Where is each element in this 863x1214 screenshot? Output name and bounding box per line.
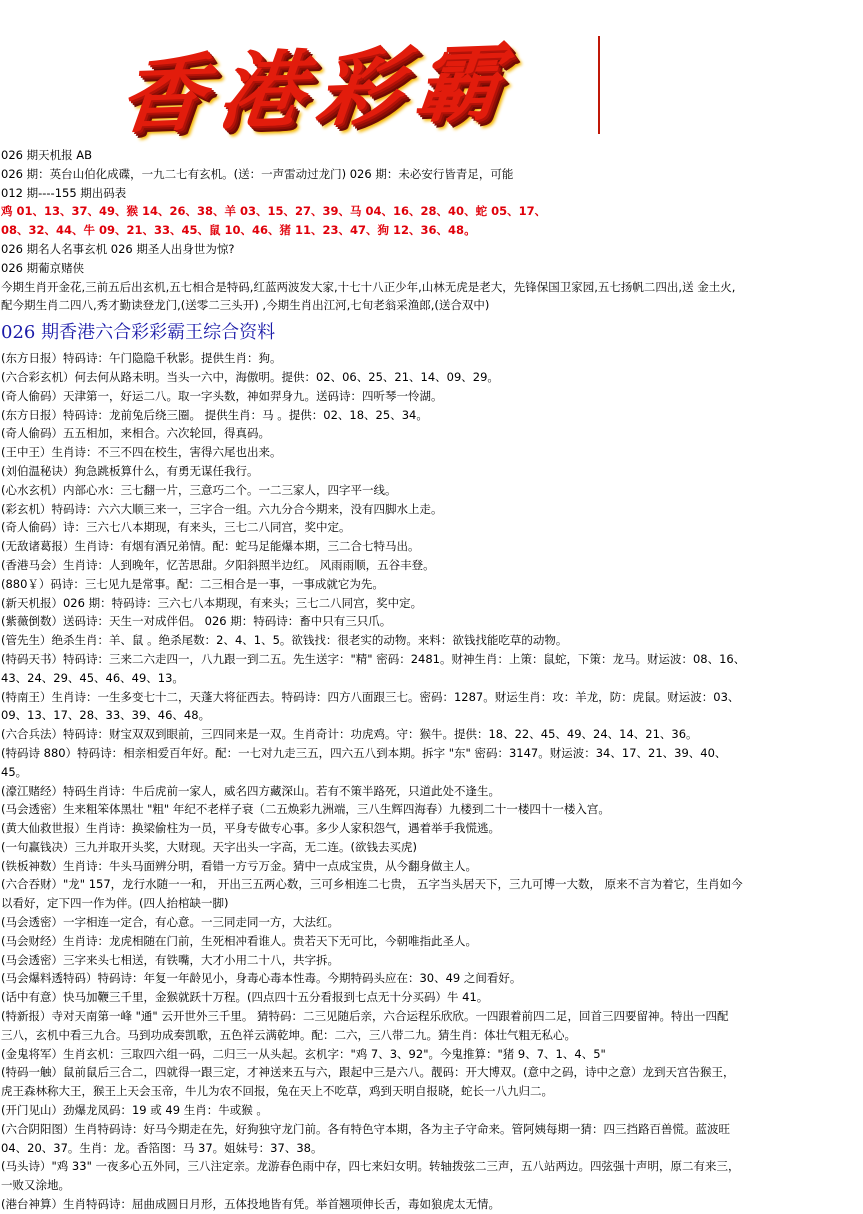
content-line: 以看好，定下四一作为伴。(四人抬棺缺一脚) — [1, 896, 229, 911]
content-line: (刘伯温秘诀）狗急跳板算什么，有勇无谋任我行。 — [1, 463, 259, 478]
content-line: 45。 — [1, 764, 28, 779]
content-line: 43、24、29、45、46、49、13。 — [1, 670, 184, 685]
content-line: (奇人偷码）五五相加，来相合。六次轮回，得真码。 — [1, 426, 270, 441]
content-line: (特新报）寺对天南第一峰 "通" 云开世外三千里。 猜特码：二三见随后亲，六合运程乐欣欣。一四跟着前四二足，回首三四要留神。特出一四配 — [1, 1009, 729, 1024]
content-line: (东方日报）特码诗：龙前兔后绕三圈。 提供生肖：马 。提供：02、18、25、34。 — [1, 407, 428, 422]
content-line: 三八，玄机中看三九合。马到功成奏凯歌，五色祥云满乾坤。配：二六，三八带二九。猜生肖：体壮气粗无私心。 — [1, 1027, 576, 1042]
content-line: (彩玄机）特码诗：六六大顺三来一，三字合一组。六九分合今期来，没有四脚水上走。 — [1, 501, 443, 516]
section-heading: 026 期香港六合彩彩霸王综合资料 — [1, 322, 276, 344]
content-line: (奇人偷码）诗：三六七八本期现，有来头，三七二八同宫，奖中定。 — [1, 520, 351, 535]
content-line: (马会透密）三字来头七相送，有铁嘴，大才小用二十八，共字拆。 — [1, 952, 339, 967]
zodiac-code-line: 鸡 01、13、37、49、猴 14、26、38、羊 03、15、27、39、马 04、16、28、40、蛇 05、17、 — [1, 204, 547, 219]
banner-divider — [598, 36, 600, 134]
content-line: (濠江赌经）特码生肖诗：牛后虎前一家人，威名四方藏深山。若有不策半路死，只道此处不逢生。 — [1, 783, 500, 798]
content-line: (心水玄机）内部心水：三七翻一片，三意巧二个。一二三家人，四字平一线。 — [1, 482, 397, 497]
content-line: (香港马会）生肖诗：人到晚年，忆苦思甜。夕阳斜照半边红。 风雨雨顺，五谷丰登。 — [1, 557, 435, 572]
content-line: (特码诗 880）特码诗：相亲相爱百年好。配：一七对九走三五，四六五八到本期。拆字 "东" 密码：3147。财运波：34、17、21、39、40、 — [1, 745, 727, 760]
content-line: (奇人偷码）天津第一，好运二八。取一字头数，神如羿身九。送码诗：四听琴一怜湖。 — [1, 388, 443, 403]
intro-line: 026 期名人名事玄机 026 期圣人出身世为惊? — [1, 241, 235, 256]
content-line: (马会透密）生来粗笨体黑壮 "粗" 年纪不老样子衰（二五焕彩九洲端，三八生辉四海春）九楼到二十一楼四十一楼入宫。 — [1, 802, 610, 817]
content-line: (六合彩玄机）何去何从路未明。当头一六中，海傲明。提供：02、06、25、21、14、09、29。 — [1, 369, 499, 384]
content-line: (马会爆料透特码）特码诗：年复一年龄见小，身毒心毒本性毒。今期特码头应在：30、49 之间看好。 — [1, 971, 522, 986]
content-line: (紫薇倒数）送码诗：天生一对成伴侣。 026 期：特码诗：畜中只有三只爪。 — [1, 614, 392, 629]
content-line: 虎王森林称大王，猴王上天会玉帝，牛儿为农不回报，兔在天上不吃草，鸡到天明自报晓，蛇长一八九归二。 — [1, 1084, 553, 1099]
content-line: (开门见山）劲爆龙凤码：19 或 49 生肖：牛或猴 。 — [1, 1103, 268, 1118]
content-line: (六合阴阳图）生肖特码诗：好马今期走在先，好狗独守龙门前。各有特色守本期，各为主子守命来。管阿姨每期一猜：四三挡路百兽慌。蓝波旺 — [1, 1121, 730, 1136]
banner-title: 香港彩霸 — [115, 32, 520, 145]
content-line: (王中王）生肖诗：不三不四在校生，害得六尾也出来。 — [1, 445, 282, 460]
banner — [0, 0, 863, 145]
content-line: (特南王）生肖诗：一生多变七十二，天蓬大将征西去。特码诗：四方八面跟三七。密码：1287。财运生肖：攻：羊龙，防：虎鼠。财运波：03、 — [1, 689, 740, 704]
content-line: (六合吞财）"龙" 157，龙行水随一一和， 开出三五两心数，三可乡相连二七贵， 五字当头居天下，三九可博一大数， 原来不言为着它，生肖如今 — [1, 877, 743, 892]
content-line: (马头诗）"鸡 33" 一夜多心五外同，三八注定亲。龙游春色雨中存，四七来妇女明。转轴拨弦二三声，五八站两边。四弦强十声明，原二有来三， — [1, 1159, 740, 1174]
intro-line: 026 期：英台山伯化成碟，一九二七有玄机。(送：一声雷动过龙门) 026 期：未必安行皆青足，可能 — [1, 166, 514, 181]
intro-line: 今期生肖开金花,三前五后出玄机,五七相合是特码,红蓝两波发大家,十七十八正少年,山林无虎是老大，先锋保国卫家园,五七扬帆二四出,送 金土火, — [1, 279, 736, 294]
content-line: (一句赢钱决）三九并取开头奖，大财现。天字出头一字高，无二连。(欲钱去买虎) — [1, 839, 417, 854]
content-line: (黄大仙救世报）生肖诗：换梁偷柱为一员，平身专做专心事。多少人家积怨气，遇着举手我慌逃。 — [1, 821, 500, 836]
content-line: (新天机报）026 期：特码诗：三六七八本期现，有来头；三七二八同宫，奖中定。 — [1, 595, 423, 610]
intro-line: 配今期生肖二四八,秀才勤读登龙门,(送零二三头开) ,今期生肖出江河,七旬老翁采渔郎,(送合双中) — [1, 298, 490, 313]
content-line: (六合兵法）特码诗：财宝双双到眼前，三四同来是一双。生肖奇计：功虎鸡。守：猴牛。提供：18、22、45、49、24、14、21、36。 — [1, 727, 698, 742]
content-line: (铁板神数）生肖诗：牛头马面辨分明，看错一方亏万金。猜中一点成宝贵，从今翻身做主人。 — [1, 858, 477, 873]
intro-line: 026 期葡京赌侠 — [1, 260, 85, 275]
content-line: (无敌诸葛报）生肖诗：有烟有酒兄弟情。配：蛇马足能爆本期，三二合七特马出。 — [1, 539, 420, 554]
content-line: (马会财经）生肖诗：龙虎相随在门前，生死相冲看谁人。贵若天下无可比，今朝唯指此圣人。 — [1, 933, 477, 948]
content-line: (880￥）码诗：三七见九是常事。配：二三相合是一事，一事成就它为先。 — [1, 576, 384, 591]
content-line: (话中有意）快马加鞭三千里，金猴就跃十万程。(四点四十五分看报到七点无十分买码）牛 41。 — [1, 990, 489, 1005]
content-line: 04、20、37。生肖：龙。香箔图：马 37。姐妹号：37、38。 — [1, 1140, 323, 1155]
content-line: (东方日报）特码诗：午门隐隐千秋影。提供生肖：狗。 — [1, 351, 282, 366]
intro-line: 012 期----155 期出码表 — [1, 185, 127, 200]
content-line: (金鬼将军）生肖玄机：三取四六组一码，二归三一从头起。玄机字："鸡 7、3、92"。今鬼推算："猪 9、7、1、4、5" — [1, 1046, 606, 1061]
content-line: (管先生）绝杀生肖：羊、鼠 。绝杀尾数：2、4、1、5。欲钱找：很老实的动物。来料：欲钱找能吃草的动物。 — [1, 633, 568, 648]
content-line: (特码天书）特码诗：三来二六走四一，八九跟一到二五。先生送字："精" 密码：2481。财神生肖：上策：鼠蛇，下策：龙马。财运波：08、16、 — [1, 651, 746, 666]
content-lines — [0, 349, 863, 1214]
intro-line: 026 期天机报 AB — [1, 148, 93, 162]
content-line: (特码一触）鼠前鼠后三合二，四就得一跟三定，才神送来五与六，跟起中三是六八。靓码：开大博双。(意中之码，诗中之意）龙到天宫告猴王， — [1, 1065, 735, 1080]
zodiac-code-line: 08、32、44、牛 09、21、33、45、鼠 10、46、猪 11、23、47、狗 12、36、48。 — [1, 223, 476, 238]
document-body — [0, 146, 863, 1214]
content-line: 一败又涂地。 — [1, 1178, 70, 1193]
content-line: (马会透密）一字相连一定合，有心意。一三同走同一方，大法红。 — [1, 915, 339, 930]
content-line: 09、13、17、28、33、39、46、48。 — [1, 708, 211, 723]
content-line: (港台神算）生肖特码诗：屈曲成圆日月形，五体投地皆有凭。举首翘项伸长舌，毒如狼虎太无情。 — [1, 1197, 500, 1212]
